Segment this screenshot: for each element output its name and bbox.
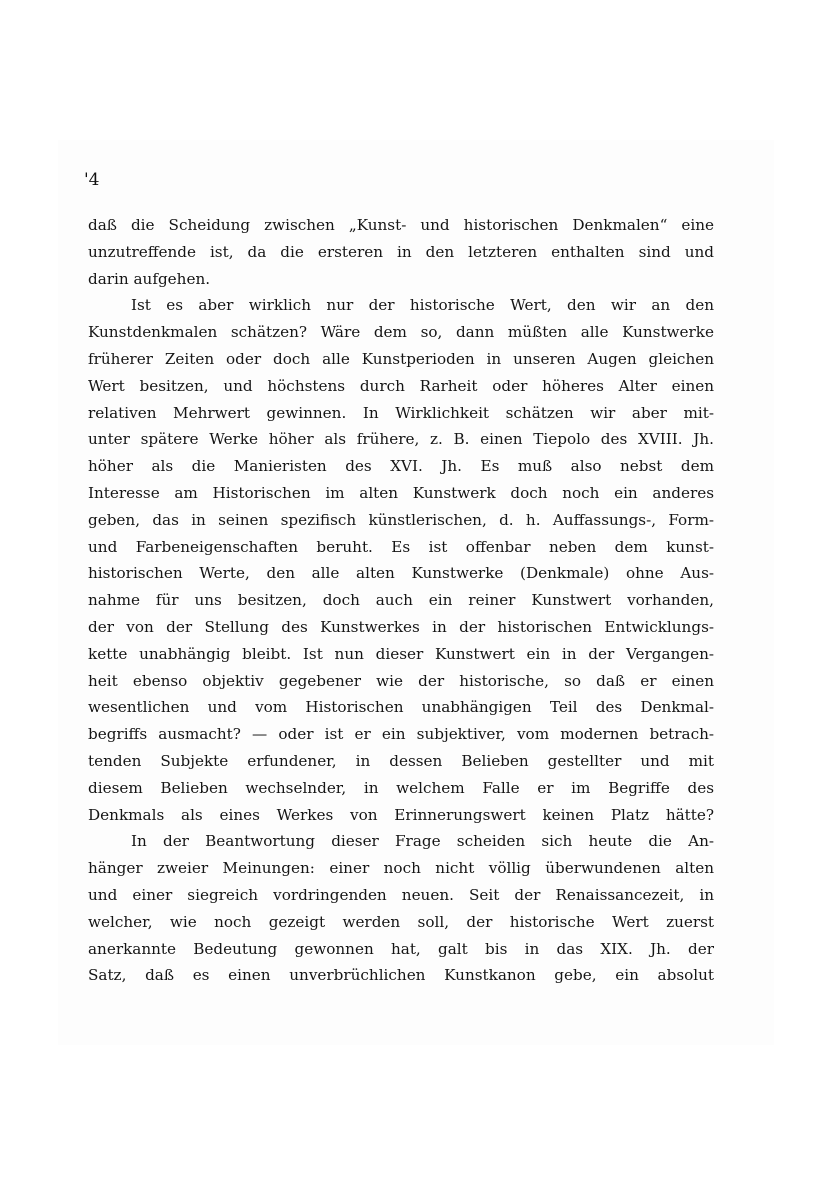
text-line: der von der Stellung des Kunstwerkes in der historischen Entwicklungs- (88, 617, 714, 636)
text-line: begriffs ausmacht? — oder ist er ein subjektiver, vom modernen betrach- (88, 725, 714, 744)
page-number: '4 (84, 170, 100, 190)
text-line: welcher, wie noch gezeigt werden soll, der historische Wert zuerst (88, 912, 714, 931)
text-line: höher als die Manieristen des XVI. Jh. Es muß also nebst dem (88, 457, 714, 476)
text-line: historischen Werte, den alle alten Kunstwerke (Denkmale) ohne Aus- (88, 564, 714, 583)
text-line: nahme für uns besitzen, doch auch ein reiner Kunstwert vorhanden, (88, 591, 714, 610)
text-line: Ist es aber wirklich nur der historische Wert, den wir an den (131, 296, 714, 315)
text-line: daß die Scheidung zwischen „Kunst- und historischen Denkmalen“ eine (88, 216, 714, 234)
text-line: Kunstdenkmalen schätzen? Wäre dem so, dann müßten alle Kunstwerke (88, 323, 714, 342)
text-line: Wert besitzen, und höchstens durch Rarheit oder höheres Alter einen (88, 376, 714, 395)
text-line: und Farbeneigenschaften beruht. Es ist offenbar neben dem kunst- (88, 537, 714, 556)
text-line: relativen Mehrwert gewinnen. In Wirklichkeit schätzen wir aber mit- (88, 403, 714, 422)
text-line: Interesse am Historischen im alten Kunstwerk doch noch ein anderes (88, 483, 714, 502)
text-line: kette unabhängig bleibt. Ist nun dieser Kunstwert ein in der Vergangen- (88, 644, 714, 663)
text-line: Denkmals als eines Werkes von Erinnerungswert keinen Platz hätte? (88, 805, 714, 824)
text-line: und einer siegreich vordringenden neuen. Seit der Renaissancezeit, in (88, 885, 714, 904)
body-text (88, 212, 714, 989)
text-line: wesentlichen und vom Historischen unabhängigen Teil des Denkmal- (88, 698, 714, 717)
text-line: geben, das in seinen spezifisch künstlerischen, d. h. Auffassungs-, Form- (88, 510, 714, 529)
text-line: Satz, daß es einen unverbrüchlichen Kunstkanon gebe, ein absolut (88, 966, 714, 985)
text-line: darin aufgehen. (88, 269, 211, 288)
text-line: hänger zweier Meinungen: einer noch nicht völlig überwundenen alten (88, 859, 714, 878)
text-line: unter spätere Werke höher als frühere, z. B. einen Tiepolo des XVIII. Jh. (88, 430, 714, 449)
text-line: anerkannte Bedeutung gewonnen hat, galt bis in das XIX. Jh. der (88, 939, 714, 958)
text-line: diesem Belieben wechselnder, in welchem Falle er im Begriffe des (88, 778, 714, 797)
text-line: In der Beantwortung dieser Frage scheiden sich heute die An- (131, 832, 714, 851)
text-line: früherer Zeiten oder doch alle Kunstperioden in unseren Augen gleichen (88, 349, 714, 368)
text-line: heit ebenso objektiv gegebener wie der historische, so daß er einen (88, 671, 714, 690)
text-line: unzutreffende ist, da die ersteren in den letzteren enthalten sind und (88, 242, 714, 261)
text-line: tenden Subjekte erfundener, in dessen Belieben gestellter und mit (88, 751, 714, 770)
